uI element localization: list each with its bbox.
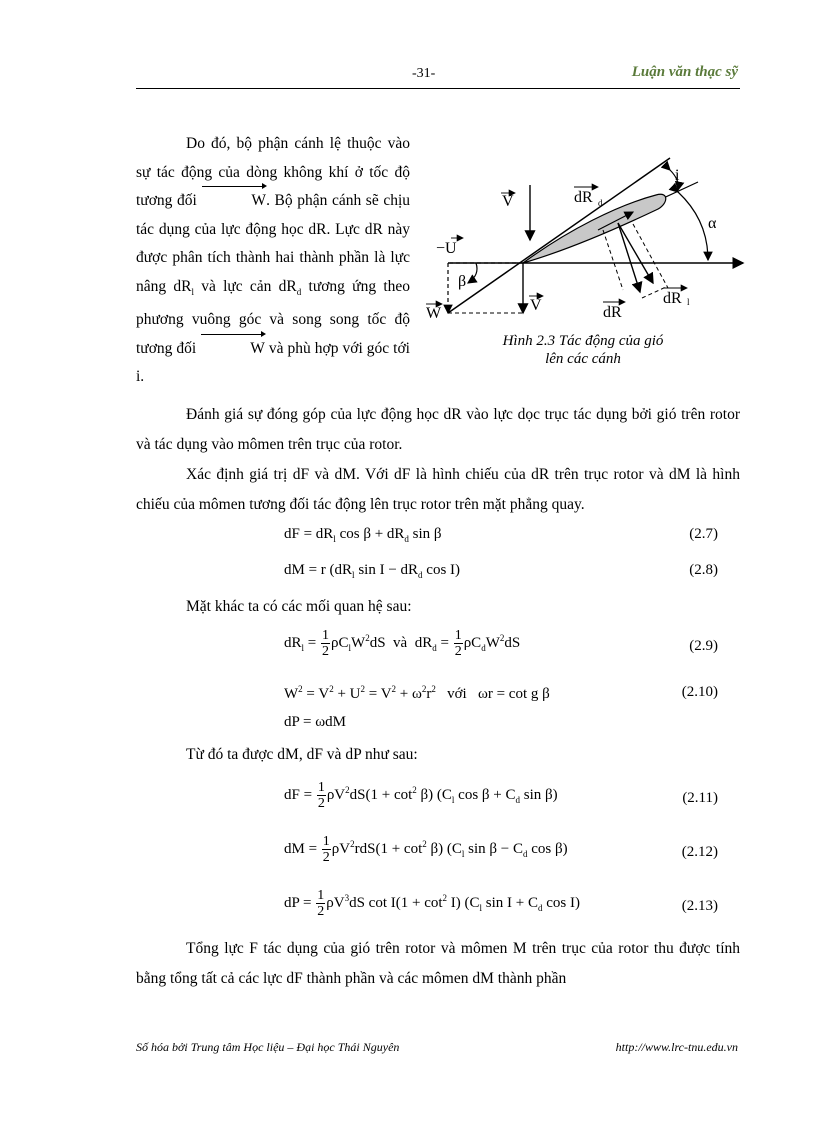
label-v-top: V: [502, 193, 514, 210]
equation-number: (2.10): [681, 684, 718, 700]
label-drd: dR: [574, 189, 593, 206]
projection-dashed-1: [603, 230, 623, 290]
label-minus-u: −U: [436, 240, 457, 257]
running-title: Luận văn thạc sỹ: [631, 64, 738, 80]
wind-blade-force-diagram: [418, 150, 753, 325]
resultant-force-arrow: [618, 223, 640, 292]
label-w: W: [426, 305, 442, 322]
equation-2-9: $dR_l$ = $\frac{1}{2}$ $\rho C_lW^2dS$ và $dR_d$ = $\frac{1}{2}$ $\rho C_dW^2dS$: [284, 628, 521, 659]
paragraph-1: Đánh giá sự đóng góp của lực động học dR vào lực dọc trục tác dụng bởi gió trên rotor và tác dụng vào mômen trên trục của rotor.: [136, 406, 740, 453]
label-v-bottom: V: [530, 297, 542, 314]
paragraph-2: Xác định giá trị dF và dM. Với dF là hình chiếu của dR trên trục rotor và dM là hình chiếu của mômen tương đối tác động lên trục rotor trên mặt phẳng quay.: [136, 466, 740, 513]
equation-number: (2.12): [681, 844, 718, 860]
footer-url: http://www.lrc-tnu.edu.vn: [615, 1040, 738, 1054]
label-angle-alpha: α: [708, 215, 717, 232]
vector-w: W: [201, 187, 266, 216]
equation-number: (2.8): [689, 562, 718, 578]
figure-caption: Hình 2.3 Tác động của gió lên các cánh: [502, 333, 664, 367]
label-beta: β: [458, 273, 467, 290]
equation-dp: dP = ωdM: [284, 714, 346, 730]
chord-line: [448, 158, 670, 313]
label-dr: dR: [603, 304, 622, 321]
equation-number: (2.11): [682, 790, 718, 806]
lift-force-arrow: [618, 223, 653, 283]
equation-2-7: dF = $dR_l$ $\cos \beta + dR_d$ sin β: [284, 526, 442, 544]
equation-number: (2.9): [689, 638, 718, 654]
page-number: -31-: [412, 66, 436, 81]
equation-2-13: dP = $\frac{1}{2}$ $\rho V^3dS$ $\cot I(1 + \cot^2 I)$ ($C_l$ $\sin I + C_d$ cos I): [284, 888, 581, 919]
equation-number: (2.7): [689, 526, 718, 542]
intro-paragraph: Do đó, bộ phận cánh lệ thuộc vào sự tác động của dòng không khí ở tốc độ tương đối W. Bộ phận cánh sẽ chịu tác dụng của lực động học dR. Lực dR này được phân tích thành hai thành phần là lực nâng $dR_l$ và lực cản $dR_d$ tương ứng theo phương vuông góc và song song tốc độ tương đối W và phù hợp với góc tới i.: [136, 135, 411, 386]
airfoil-blade: [523, 194, 666, 263]
equation-number: (2.13): [681, 898, 718, 914]
equation-2-11: dF = $\frac{1}{2}$ $\rho V^2dS(1 + \cot^2 \beta)$ ($C_l$ $\cos \beta + C_d$ sin β): [284, 780, 558, 811]
footer-source: Số hóa bởi Trung tâm Học liệu – Đại học Thái Nguyên: [136, 1040, 400, 1054]
label-angle-i: i: [675, 167, 680, 184]
equation-2-8: dM = r ($dR_l$ $\sin I - dR_d$ cos I): [284, 562, 461, 580]
paragraph-4: Từ đó ta được dM, dF và dP như sau:: [186, 746, 418, 763]
angle-alpha-arc: [678, 192, 708, 260]
svg-text:d: d: [598, 198, 603, 208]
angle-beta-arc: [468, 263, 477, 283]
paragraph-5: Tổng lực F tác dụng của gió trên rotor và mômen M trên trục của rotor thu được tính bằng tổng tất cả các lực dF thành phần và các mômen dM thành phần: [136, 940, 740, 987]
header-rule: [136, 88, 740, 89]
vector-w: W: [200, 335, 265, 364]
equation-2-10: $W^2 = V^2 + U^2 = V^2 + \omega^2r^2$ với ωr = cot g β: [284, 684, 550, 702]
label-drl: dR: [663, 290, 682, 307]
equation-2-12: dM = $\frac{1}{2}$ $\rho V^2rdS(1 + \cot^2 \beta)$ ($C_l$ $\sin \beta - C_d$ cos β): [284, 834, 568, 865]
paragraph-3: Mặt khác ta có các mối quan hệ sau:: [186, 598, 412, 615]
svg-text:l: l: [687, 297, 690, 307]
